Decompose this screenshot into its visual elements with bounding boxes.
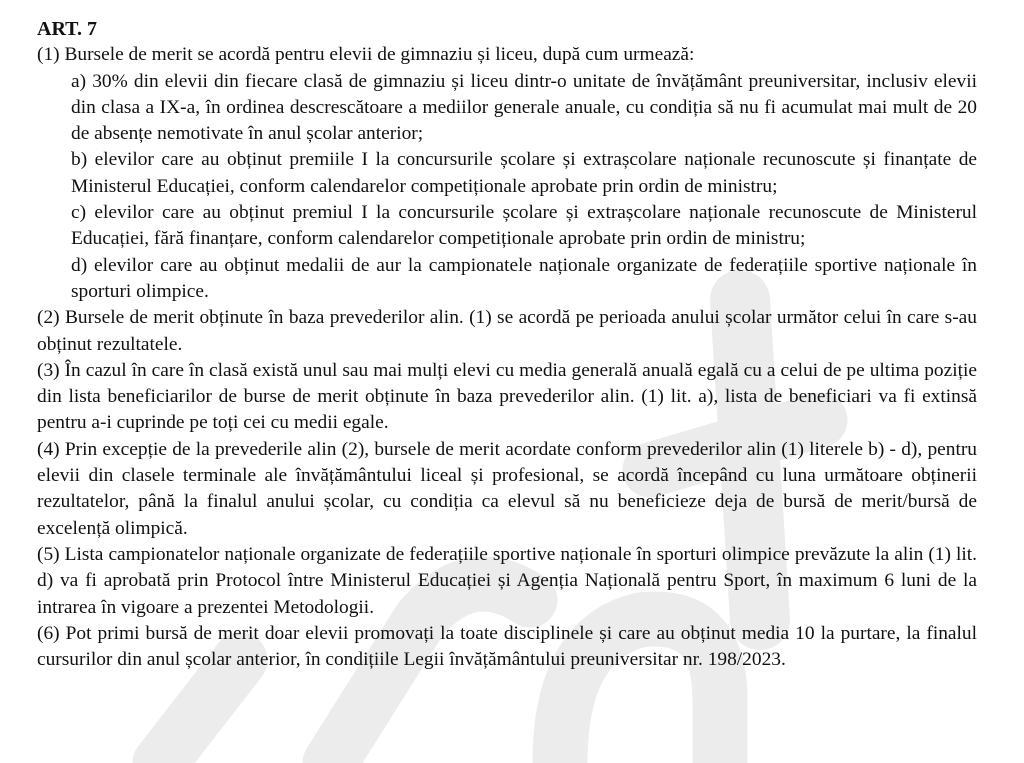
article-title: ART. 7 bbox=[37, 18, 98, 40]
list-item-c: c) elevilor care au obținut premiul I la concursurile școlare și extrașcolare naționale recunoscute de Ministerul Educației, fără finanțare, conform calendarelor competiționale aprobate prin ordin de ministru; bbox=[71, 202, 977, 250]
paragraph-6: (6) Pot primi bursă de merit doar elevii promovați la toate disciplinele și care au obținut media 10 la purtare, la finalul cursurilor din anul școlar anterior, în condițiile Legii învățământului preuniversitar nr. 198/2023. bbox=[37, 622, 977, 671]
paragraph-4: (4) Prin excepție de la prevederile alin (2), bursele de merit acordate conform prevederilor alin (1) literele b) - d), pentru elevii din clasele terminale ale învățământului liceal și profesional, se acordă începând cu luna următoare obținerii rezultatelor, până la finalul anului școlar, cu condiția ca elevul să nu beneficieze deja de bursă de merit/bursă de excelență olimpică. bbox=[37, 438, 977, 539]
paragraph-1-list bbox=[71, 69, 977, 306]
list-item-b: b) elevilor care au obținut premiile I la concursurile școlare și extrașcolare naționale recunoscute și finanțate de Ministerul Educației, conform calendarelor competiționale aprobate prin ordin de ministru; bbox=[71, 149, 977, 197]
paragraph-1: (1) Bursele de merit se acordă pentru elevii de gimnaziu și liceu, după cum urmează: bbox=[37, 44, 695, 66]
paragraph-3: (3) În cazul în care în clasă există unul sau mai mulți elevi cu media generală anuală egală cu a celui de pe ultima poziție din lista beneficiarilor de burse de merit obținute în baza prevederilor alin. (1) lit. a), lista de beneficiari va fi extinsă pentru a-i cuprinde pe toți cei cu medii egale. bbox=[37, 359, 977, 434]
paragraph-2: (2) Bursele de merit obținute în baza prevederilor alin. (1) se acordă pe perioada anului școlar următor celui în care s-au obținut rezultatele. bbox=[37, 307, 977, 355]
list-item-d: d) elevilor care au obținut medalii de aur la campionatele naționale organizate de federațiile sportive naționale în sporturi olimpice. bbox=[71, 254, 977, 302]
document-body bbox=[37, 16, 977, 673]
paragraph-5: (5) Lista campionatelor naționale organizate de federațiile sportive naționale în sporturi olimpice prevăzute la alin (1) lit. d) va fi aprobată prin Protocol între Ministerul Educației și Agenția Națională pentru Sport, în maximum 6 luni de la intrarea în vigoare a prezentei Metodologii. bbox=[37, 543, 977, 618]
list-item-a: a) 30% din elevii din fiecare clasă de gimnaziu și liceu dintr-o unitate de învățământ preuniversitar, inclusiv elevii din clasa a IX-a, în ordinea descrescătoare a mediilor generale anuale, cu condiția să nu fi acumulat mai mult de 20 de absențe nemotivate în anul școlar anterior; bbox=[71, 70, 977, 145]
